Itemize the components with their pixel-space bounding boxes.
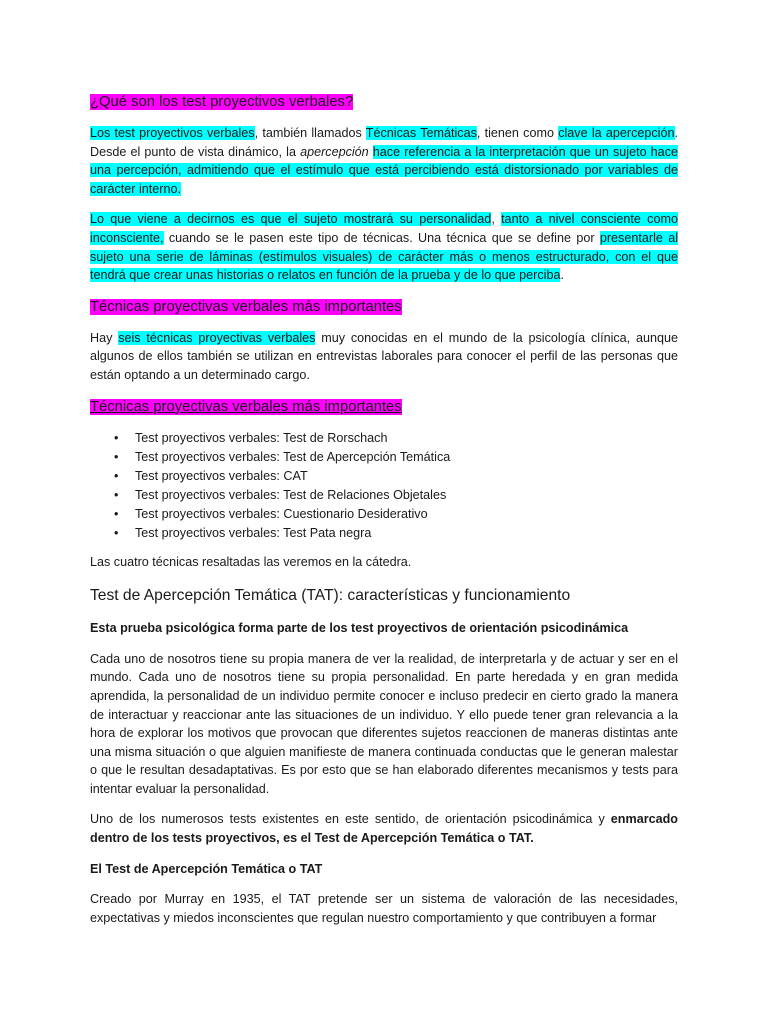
paragraph-numerosos-tests: Uno de los numerosos tests existentes en este sentido, de orientación psicodinámica y enmarcado dentro de los tests proyectivos, es el Test de Apercepción Temática o TAT. bbox=[90, 812, 678, 846]
paragraph-cuatro-tecnicas: Las cuatro técnicas resaltadas las veremos en la cátedra. bbox=[90, 554, 412, 569]
list-item: • Test proyectivos verbales: Test de Apercepción Temática bbox=[90, 448, 678, 467]
heading-tecnicas-underlined: Técnicas proyectivas verbales más importantes bbox=[90, 398, 402, 415]
bullet-icon: • bbox=[114, 487, 119, 502]
bullet-icon: • bbox=[114, 468, 119, 483]
subheading-tat: El Test de Apercepción Temática o TAT bbox=[90, 861, 323, 876]
bullet-icon: • bbox=[114, 449, 119, 464]
list-item: • Test proyectivos verbales: Cuestionario Desiderativo bbox=[90, 505, 678, 524]
bullet-icon: • bbox=[114, 430, 119, 445]
list-item: • Test proyectivos verbales: Test Pata negra bbox=[90, 524, 678, 543]
heading-tecnicas: Técnicas proyectivas verbales más importantes bbox=[90, 298, 402, 315]
bullet-icon: • bbox=[114, 525, 119, 540]
subheading-orientacion: Esta prueba psicológica forma parte de los test proyectivos de orientación psicodinámica bbox=[90, 621, 629, 636]
paragraph-intro: Los test proyectivos verbales, también llamados Técnicas Temáticas, tienen como clave la apercepción. Desde el punto de vista dinámico, la apercepción hace referencia a la interpretación que un sujeto hace una percepción, admitiendo que el estímulo que está percibiendo está distorsionado por variables de carácter interno. bbox=[90, 126, 678, 196]
heading-tat: Test de Apercepción Temática (TAT): características y funcionamiento bbox=[90, 587, 571, 605]
paragraph-personalidad: Lo que viene a decirnos es que el sujeto mostrará su personalidad, tanto a nivel consciente como inconsciente, cuando se le pasen este tipo de técnicas. Una técnica que se define por presentarle al sujeto una serie de láminas (estímulos visuales) de carácter más o menos estructurado, con el que tendrá que crear unas historias o relatos en función de la prueba y de lo que perciba. bbox=[90, 212, 678, 283]
list-item: • Test proyectivos verbales: Test de Relaciones Objetales bbox=[90, 486, 678, 505]
paragraph-personalidad-tat: Cada uno de nosotros tiene su propia manera de ver la realidad, de interpretarla y de actuar y ser en el mundo. Cada uno de nosotros tiene su propia personalidad. En parte heredada y en gran medida aprendida, la personalidad de un individuo permite conocer e incluso predecir en cierto grado la manera de interactuar y reaccionar ante las situaciones de un individuo. Y ello puede tener gran relevancia a la hora de explorar los motivos que provocan que diferentes sujetos reaccionen de maneras distintas ante una misma situación o que alguien manifieste de manera continuada conductas que le generan malestar o que le resultan desadaptativas. Es por esto que se han elaborado diferentes mecanismos y tests para intentar evaluar la personalidad. bbox=[90, 651, 678, 796]
paragraph-seis-tecnicas: Hay seis técnicas proyectivas verbales muy conocidas en el mundo de la psicología clínica, aunque algunos de ellos también se utilizan en entrevistas laborales para conocer el perfil de las personas que están optando a un determinado cargo. bbox=[90, 330, 678, 382]
list-item: • Test proyectivos verbales: CAT bbox=[90, 467, 678, 486]
list-item: • Test proyectivos verbales: Test de Rorschach bbox=[90, 429, 678, 448]
bullet-icon: • bbox=[114, 506, 119, 521]
paragraph-murray: Creado por Murray en 1935, el TAT pretende ser un sistema de valoración de las necesidades, expectativas y miedos inconscientes que regulan nuestro comportamiento y que contribuyen a formar bbox=[90, 892, 678, 925]
techniques-list bbox=[90, 429, 678, 543]
heading-que-son: ¿Qué son los test proyectivos verbales? bbox=[90, 94, 354, 110]
